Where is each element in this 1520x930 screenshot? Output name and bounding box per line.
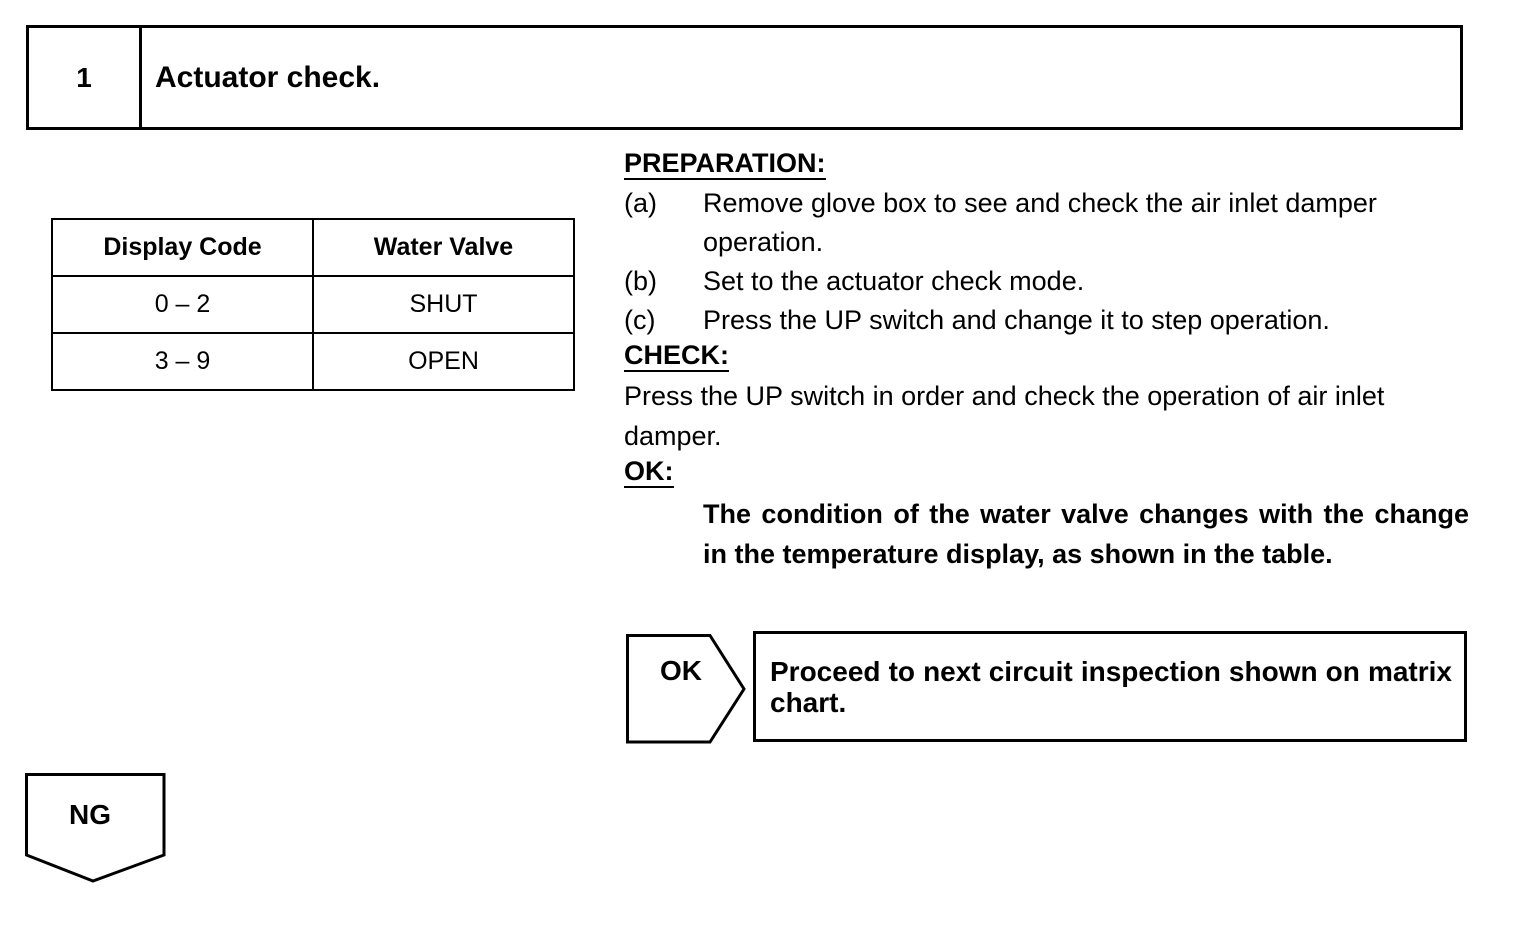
- preparation-heading: PREPARATION:: [624, 148, 826, 178]
- display-code-table: [51, 218, 575, 391]
- table-row: [52, 333, 574, 390]
- table-row: [52, 276, 574, 333]
- procedure-section: [624, 148, 1469, 574]
- ng-label: NG: [69, 799, 111, 830]
- list-item: [624, 184, 1469, 262]
- ok-heading: OK:: [624, 456, 674, 486]
- ok-condition-text: The condition of the water valve changes with the change in the temperature display, as shown in the table.: [703, 499, 1469, 569]
- table-cell-display-code: 3 – 9: [52, 333, 313, 390]
- ok-action-box: Proceed to next circuit inspection shown on matrix chart.: [753, 631, 1467, 742]
- check-text: Press the UP switch in order and check the operation of air inlet damper.: [624, 381, 1385, 451]
- list-item-mark: (c): [624, 305, 656, 335]
- column-header-water-valve: Water Valve: [313, 219, 574, 276]
- check-heading: CHECK:: [624, 340, 729, 370]
- table-cell-water-valve: SHUT: [313, 276, 574, 333]
- list-item-mark: (b): [624, 266, 657, 296]
- list-item-text: Set to the actuator check mode.: [703, 266, 1085, 296]
- table-cell-display-code: 0 – 2: [52, 276, 313, 333]
- list-item-mark: (a): [624, 188, 657, 218]
- step-title: Actuator check.: [155, 60, 381, 94]
- step-header: [26, 25, 1463, 130]
- list-item: [624, 262, 1469, 301]
- step-number: 1: [29, 28, 142, 127]
- ok-arrow-icon: [626, 634, 750, 746]
- ok-label: OK: [660, 655, 702, 686]
- column-header-display-code: Display Code: [52, 219, 313, 276]
- list-item: [624, 301, 1469, 340]
- table-header-row: [52, 219, 574, 276]
- table-cell-water-valve: OPEN: [313, 333, 574, 390]
- list-item-text: Press the UP switch and change it to step operation.: [703, 305, 1330, 335]
- list-item-text: Remove glove box to see and check the air inlet damper operation.: [703, 188, 1377, 257]
